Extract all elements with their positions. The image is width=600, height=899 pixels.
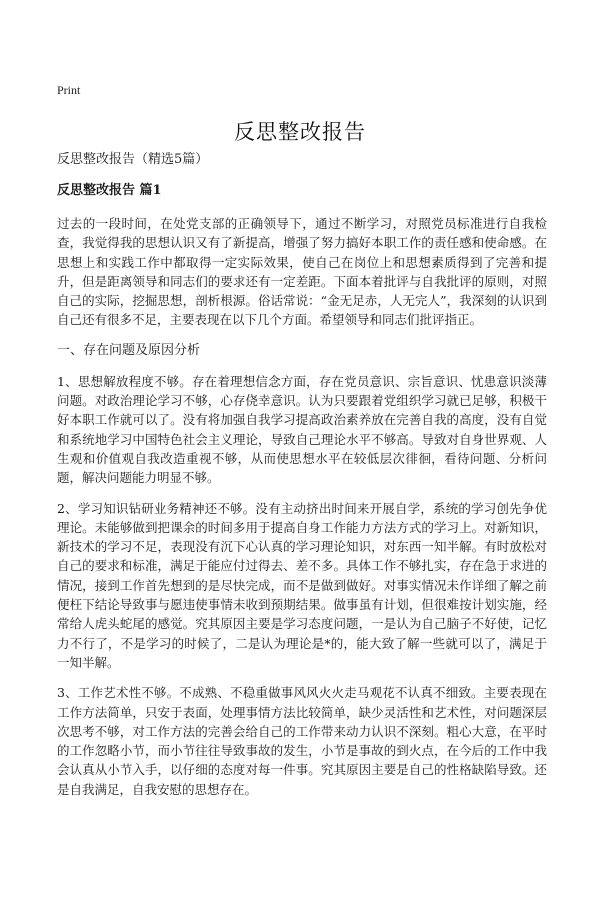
print-label: Print	[57, 83, 81, 97]
paragraph-intro: 过去的一段时间，在处党支部的正确领导下，通过不断学习，对照党员标准进行自我检查，我觉得我的思想认识又有了新提高，增强了努力搞好本职工作的责任感和使命感。在思想上和实践工作中都取得一定实际效果，使自己在岗位上和思想素质得到了完善和提升，但是距离领导和同志们的要求还有一定差距。下面本着批评与自我批评的原则，对照自己的实际，挖掘思想，剖析根源。俗话常说：“金无足赤，人无完人”，我深刻的认识到自己还有很多不足，主要表现在以下几个方面。希望领导和同志们批评指正。	[57, 216, 547, 328]
document-body	[57, 150, 547, 810]
paragraph-heading-problems: 一、存在问题及原因分析	[57, 342, 201, 358]
paragraph-point-1: 1、思想解放程度不够。存在着理想信念方面，存在党员意识、宗旨意识、忧患意识淡薄问题。对政治理论学习不够，心存侥幸意识。认为只要跟着党组织学习就已足够，积极干好本职工作就可以了。没有将加强自我学习提高政治素养放在完善自我的高度，没有自觉和系统地学习中国特色社会主义理论，导致自己理论水平不够高。导致对自身世界观、人生观和价值观自我改造重视不够，从而使思想水平在较低层次徘徊，看待问题、分析问题，解决问题能力明显不够。	[57, 373, 547, 486]
paragraph-point-2: 2、学习知识钻研业务精神还不够。没有主动挤出时间来开展自学，系统的学习创先争优理论。未能够做到把课余的时间多用于提高自身工作能力方法方式的学习上。对新知识，新技术的学习不足，表现没有沉下心认真的学习理论知识，对东西一知半解。有时放松对自己的要求和标准，满足于能应付过得去、差不多。具体工作不够扎实，存在急于求进的情况，接到工作首先想到的是尽快完成，而不是做到做好。对事实情况未作详细了解之前便枉下结论导致事与愿违使事情未收到预期结果。做事虽有计划，但很难按计划实施，经常给人虎头蛇尾的感觉。究其原因主要是学习态度问题，一是认为自己脑子不好使，记忆力不行了，不是学习的时候了，二是认为理论是*的，能大致了解一些就可以了，满足于一知半解。	[57, 500, 547, 670]
document-subtitle: 反思整改报告（精选5篇）	[57, 152, 209, 167]
paragraph-point-3: 3、工作艺术性不够。不成熟、不稳重做事风风火火走马观花不认真不细致。主要表现在工作方法简单，只安于表面，处理事情方法比较简单，缺少灵活性和艺术性，对问题深层次思考不够，对工作方法的完善会给自己的工作带来动力认识不深刻。粗心大意，在平时的工作忽略小节，而小节往往导致事故的发生，小节是事故的到火点，在今后的工作中我会认真从小节入手，以仔细的态度对每一件事。究其原因主要是自己的性格缺陷导致。还是自我满足，自我安慰的思想存在。	[57, 685, 547, 797]
section-heading: 反思整改报告 篇1	[57, 183, 162, 198]
document-title: 反思整改报告	[234, 120, 366, 144]
